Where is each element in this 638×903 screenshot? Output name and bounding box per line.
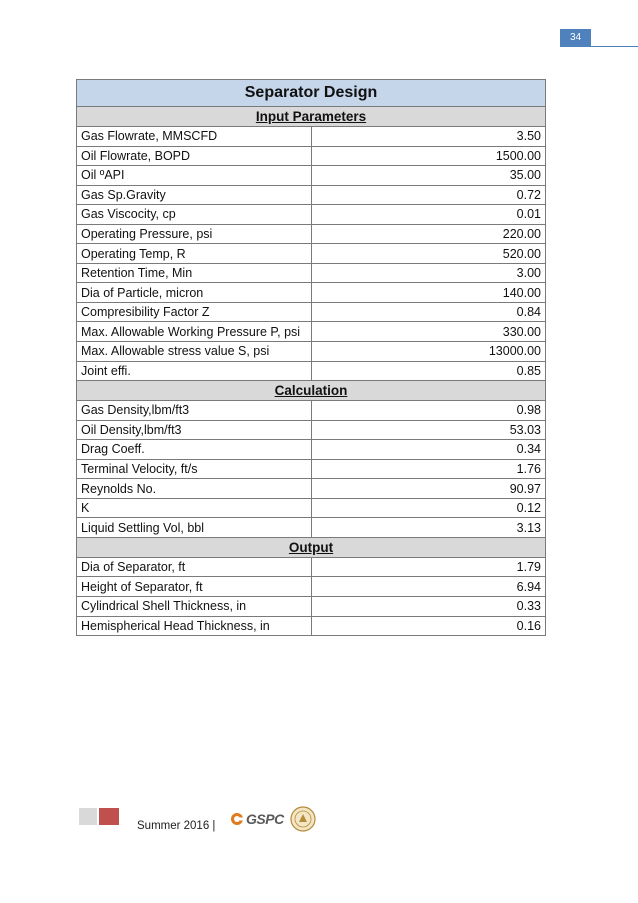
parameter-label: Hemispherical Head Thickness, in [77, 616, 312, 636]
table-row [77, 498, 546, 518]
table-row [77, 185, 546, 205]
parameter-label: Operating Temp, R [77, 244, 312, 264]
header-rule [560, 46, 638, 47]
table-row [77, 557, 546, 577]
table-row [77, 401, 546, 421]
parameter-label: Oil Flowrate, BOPD [77, 146, 312, 166]
parameter-label: Oil ºAPI [77, 166, 312, 186]
table-row [77, 224, 546, 244]
parameter-label: Operating Pressure, psi [77, 224, 312, 244]
table-row [77, 283, 546, 303]
parameter-label: Gas Flowrate, MMSCFD [77, 127, 312, 147]
parameter-label: Dia of Particle, micron [77, 283, 312, 303]
parameter-label: Oil Density,lbm/ft3 [77, 420, 312, 440]
parameter-value: 3.13 [311, 518, 546, 538]
table-row [77, 479, 546, 499]
parameter-label: Gas Sp.Gravity [77, 185, 312, 205]
parameter-value: 13000.00 [311, 342, 546, 362]
parameter-label: Drag Coeff. [77, 440, 312, 460]
table-row [77, 322, 546, 342]
section-heading: Input Parameters [77, 107, 546, 127]
table-row [77, 616, 546, 636]
logo-text: GSPC [246, 811, 284, 827]
parameter-label: Dia of Separator, ft [77, 557, 312, 577]
section-heading: Output [77, 537, 546, 557]
parameter-value: 0.85 [311, 361, 546, 381]
gspc-logo [230, 808, 284, 830]
parameter-value: 53.03 [311, 420, 546, 440]
table-row [77, 342, 546, 362]
parameter-value: 140.00 [311, 283, 546, 303]
parameter-value: 0.16 [311, 616, 546, 636]
section-header-row [77, 381, 546, 401]
parameter-label: K [77, 498, 312, 518]
page-number: 34 [560, 29, 591, 46]
parameter-value: 90.97 [311, 479, 546, 499]
parameter-label: Compresibility Factor Z [77, 302, 312, 322]
parameter-value: 220.00 [311, 224, 546, 244]
table-row [77, 577, 546, 597]
table-title: Separator Design [77, 80, 546, 107]
table-row [77, 244, 546, 264]
emblem-seal-icon [290, 806, 316, 832]
table-row [77, 597, 546, 617]
parameter-label: Max. Allowable Working Pressure P, psi [77, 322, 312, 342]
table-row [77, 146, 546, 166]
parameter-label: Terminal Velocity, ft/s [77, 459, 312, 479]
footer-text: Summer 2016 | [137, 820, 216, 832]
separator-design-table [76, 79, 546, 636]
parameter-label: Retention Time, Min [77, 263, 312, 283]
table-row [77, 166, 546, 186]
parameter-label: Max. Allowable stress value S, psi [77, 342, 312, 362]
table-row [77, 440, 546, 460]
table-row [77, 127, 546, 147]
parameter-value: 330.00 [311, 322, 546, 342]
table-row [77, 518, 546, 538]
table-row [77, 361, 546, 381]
parameter-value: 0.33 [311, 597, 546, 617]
gspc-logo-icon [230, 812, 244, 826]
parameter-value: 0.72 [311, 185, 546, 205]
section-header-row [77, 537, 546, 557]
table-row [77, 420, 546, 440]
footer-red-block [99, 808, 119, 825]
parameter-value: 0.12 [311, 498, 546, 518]
parameter-label: Height of Separator, ft [77, 577, 312, 597]
parameter-value: 1.76 [311, 459, 546, 479]
parameter-label: Reynolds No. [77, 479, 312, 499]
section-heading: Calculation [77, 381, 546, 401]
parameter-label: Joint effi. [77, 361, 312, 381]
parameter-label: Gas Density,lbm/ft3 [77, 401, 312, 421]
table-row [77, 459, 546, 479]
parameter-label: Gas Viscocity, cp [77, 205, 312, 225]
parameter-value: 0.98 [311, 401, 546, 421]
parameter-value: 0.84 [311, 302, 546, 322]
parameter-label: Cylindrical Shell Thickness, in [77, 597, 312, 617]
parameter-value: 0.01 [311, 205, 546, 225]
table-row [77, 302, 546, 322]
parameter-value: 35.00 [311, 166, 546, 186]
parameter-value: 520.00 [311, 244, 546, 264]
parameter-value: 6.94 [311, 577, 546, 597]
parameter-label: Liquid Settling Vol, bbl [77, 518, 312, 538]
parameter-value: 3.50 [311, 127, 546, 147]
footer-grey-block [79, 808, 97, 825]
table-row [77, 205, 546, 225]
parameter-value: 1.79 [311, 557, 546, 577]
parameter-value: 3.00 [311, 263, 546, 283]
table-row [77, 263, 546, 283]
table-title-row [77, 80, 546, 107]
parameter-value: 0.34 [311, 440, 546, 460]
parameter-value: 1500.00 [311, 146, 546, 166]
section-header-row [77, 107, 546, 127]
